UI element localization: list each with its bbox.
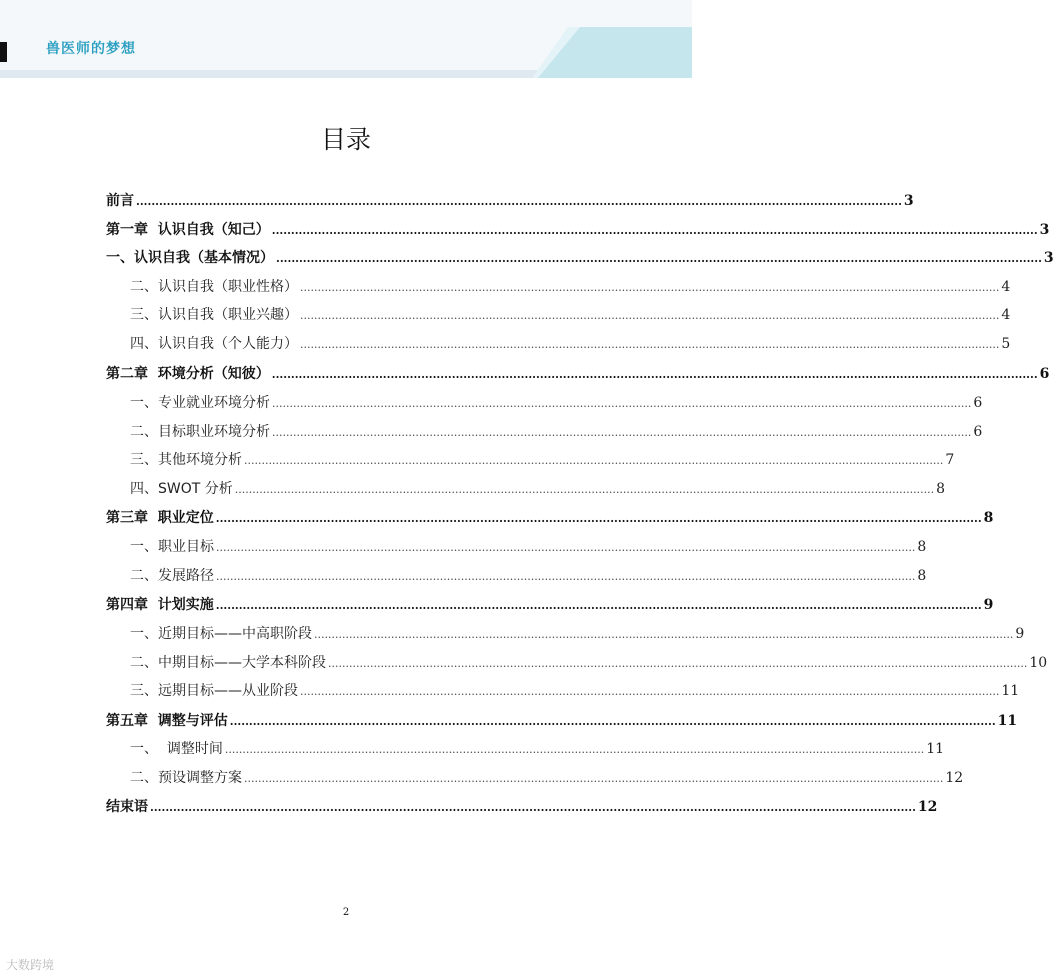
toc-entry[interactable]	[130, 421, 983, 443]
toc-entry[interactable]	[130, 623, 1025, 645]
toc-entry-label: 二、发展路径	[130, 568, 214, 584]
toc-entry-label: 四、SWOT 分析	[130, 481, 233, 497]
toc-entry-label: 第一章 认识自我（知己）	[106, 222, 270, 238]
toc-entry[interactable]	[106, 363, 1050, 385]
toc-entry-label: 前言	[106, 193, 134, 209]
toc-leader-dots: ........................................................................................................................................................................................................	[271, 368, 1038, 381]
toc-entry-page: 8	[983, 510, 994, 526]
toc-entry-label: 二、中期目标——大学本科阶段	[130, 655, 326, 671]
toc-entry[interactable]	[130, 276, 1011, 298]
toc-leader-dots: ........................................................................................................................................................................................................	[244, 454, 944, 467]
toc-entry[interactable]	[130, 478, 946, 500]
toc-entry-page: 7	[945, 452, 955, 468]
toc-entry-label: 第五章 调整与评估	[106, 713, 228, 729]
toc-entry-label: 一、近期目标——中高职阶段	[130, 626, 312, 642]
toc-entry-page: 4	[1001, 279, 1011, 295]
toc-entry-page: 3	[1043, 250, 1054, 266]
toc-entry[interactable]	[130, 333, 1011, 355]
toc-entry[interactable]	[130, 565, 927, 587]
watermark: 大数跨境	[6, 958, 55, 972]
toc-entry-label: 第三章 职业定位	[106, 510, 214, 526]
toc-leader-dots: ........................................................................................................................................................................................................	[272, 426, 972, 439]
toc-entry[interactable]	[130, 652, 1048, 674]
toc-entry[interactable]	[106, 507, 994, 529]
toc-entry[interactable]	[106, 219, 1050, 241]
header-marker	[0, 42, 7, 62]
toc-entry-page: 4	[1001, 307, 1011, 323]
toc-entry-page: 8	[917, 539, 927, 555]
toc-entry[interactable]	[130, 536, 927, 558]
toc-leader-dots: ........................................................................................................................................................................................................	[215, 599, 982, 612]
toc-entry-page: 10	[1029, 655, 1048, 671]
toc-entry-page: 8	[936, 481, 946, 497]
toc-entry-page: 6	[973, 424, 983, 440]
toc-leader-dots: ........................................................................................................................................................................................................	[216, 570, 916, 583]
toc-entry[interactable]	[130, 449, 955, 471]
toc-entry[interactable]	[130, 680, 1020, 702]
toc-entry-page: 5	[1001, 336, 1011, 352]
toc-leader-dots: ........................................................................................................................................................................................................	[216, 541, 916, 554]
toc-entry-label: 第四章 计划实施	[106, 597, 214, 613]
toc-leader-dots: ........................................................................................................................................................................................................	[328, 657, 1028, 670]
toc-entry-page: 11	[926, 741, 945, 757]
toc-entry[interactable]	[130, 738, 945, 760]
toc-entry-page: 3	[903, 193, 914, 209]
toc-leader-dots: ........................................................................................................................................................................................................	[136, 195, 902, 208]
toc-entry-label: 二、认识自我（职业性格）	[130, 279, 298, 295]
toc-entry-label: 一、 调整时间	[130, 741, 223, 757]
toc-entry-page: 11	[1001, 683, 1020, 699]
toc-entry-page: 11	[997, 713, 1018, 729]
toc-entry[interactable]	[130, 767, 964, 789]
toc-entry-label: 一、专业就业环境分析	[130, 395, 270, 411]
toc-leader-dots: ........................................................................................................................................................................................................	[244, 772, 944, 785]
header-title: 兽医师的梦想	[46, 41, 136, 57]
toc-leader-dots: ........................................................................................................................................................................................................	[272, 397, 972, 410]
toc-entry-page: 12	[917, 799, 938, 815]
toc-entry[interactable]	[130, 392, 983, 414]
toc-leader-dots: ........................................................................................................................................................................................................	[224, 743, 925, 756]
toc-entry-page: 9	[983, 597, 994, 613]
toc-leader-dots: ........................................................................................................................................................................................................	[234, 483, 935, 496]
toc-leader-dots: ........................................................................................................................................................................................................	[300, 309, 1000, 322]
toc-entry[interactable]	[130, 304, 1011, 326]
toc-entry-label: 四、认识自我（个人能力）	[130, 336, 298, 352]
toc-leader-dots: ........................................................................................................................................................................................................	[314, 628, 1014, 641]
toc-entry-page: 8	[917, 568, 927, 584]
toc-entry-label: 二、预设调整方案	[130, 770, 242, 786]
toc-entry-label: 三、认识自我（职业兴趣）	[130, 307, 298, 323]
toc-entry[interactable]	[106, 247, 1054, 269]
toc-leader-dots: ........................................................................................................................................................................................................	[271, 224, 1038, 237]
toc-entry-page: 6	[1039, 366, 1050, 382]
toc-leader-dots: ........................................................................................................................................................................................................	[300, 685, 1000, 698]
page-title: 目录	[320, 125, 371, 154]
toc-leader-dots: ........................................................................................................................................................................................................	[229, 715, 996, 728]
toc-entry[interactable]	[106, 796, 938, 818]
toc-entry-label: 二、目标职业环境分析	[130, 424, 270, 440]
toc-leader-dots: ........................................................................................................................................................................................................	[150, 801, 916, 814]
toc-leader-dots: ........................................................................................................................................................................................................	[215, 512, 982, 525]
toc-entry-label: 第二章 环境分析（知彼）	[106, 366, 270, 382]
toc-entry-page: 3	[1039, 222, 1050, 238]
toc-entry-label: 结束语	[106, 799, 148, 815]
toc-entry[interactable]	[106, 190, 914, 212]
toc-entry-page: 12	[945, 770, 964, 786]
toc-entry-page: 9	[1015, 626, 1025, 642]
toc-leader-dots: ........................................................................................................................................................................................................	[276, 252, 1042, 265]
header-decoration	[532, 27, 692, 78]
page-number: 2	[342, 907, 350, 918]
toc-entry-label: 一、认识自我（基本情况）	[106, 250, 274, 266]
toc-entry[interactable]	[106, 594, 994, 616]
toc-leader-dots: ........................................................................................................................................................................................................	[300, 338, 1000, 351]
toc-entry-page: 6	[973, 395, 983, 411]
toc-leader-dots: ........................................................................................................................................................................................................	[300, 281, 1000, 294]
toc-entry-label: 一、职业目标	[130, 539, 214, 555]
toc-entry-label: 三、远期目标——从业阶段	[130, 683, 298, 699]
toc-entry-label: 三、其他环境分析	[130, 452, 242, 468]
toc-entry[interactable]	[106, 710, 1018, 732]
